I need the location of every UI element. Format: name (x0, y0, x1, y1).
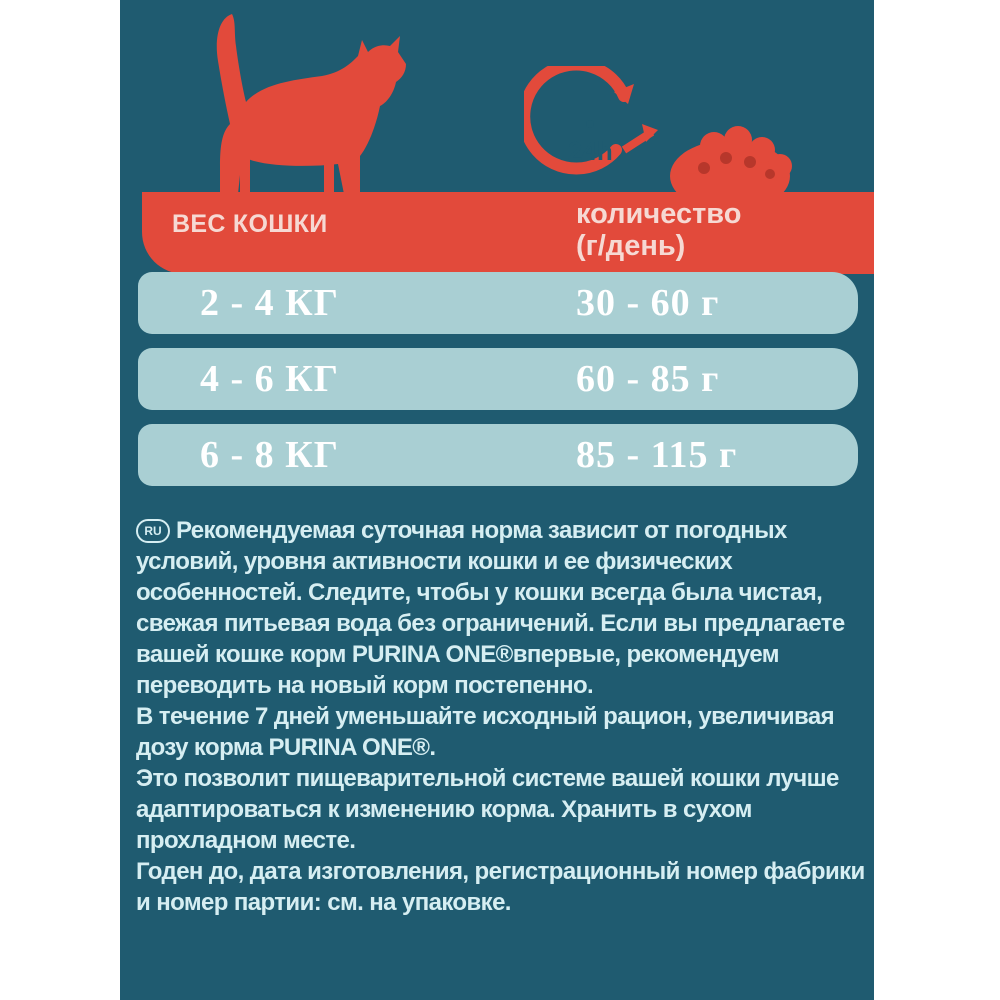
description-paragraph: В течение 7 дней уменьшайте исходный рацион, увеличивая дозу корма PURINA ONE®. (136, 703, 834, 761)
table-row (138, 272, 858, 334)
row-amount: 30 - 60 г (576, 282, 720, 324)
amount-header-line1: количество (576, 198, 742, 230)
cat-silhouette-icon (162, 6, 422, 196)
row-amount: 60 - 85 г (576, 358, 720, 400)
description-paragraph (136, 515, 866, 701)
description-text: Рекомендуемая суточная норма зависит от погодных условий, уровня активности кошки и ее физических особенностей. Следите, чтобы у кошки всегда была чистая, свежая питьевая вода без ограничений. Если вы предлагаете вашей кошке корм PURINA ONE®впервые, рекомендуем переводить на новый корм постепенно. (136, 517, 845, 699)
amount-header-line2: (г/день) (576, 230, 686, 262)
row-amount: 85 - 115 г (576, 434, 738, 476)
row-weight: 2 - 4 КГ (200, 282, 339, 324)
clock-24h-icon (524, 66, 794, 196)
feeding-guide-panel (120, 0, 874, 1000)
clock-24h-label: 24h (568, 136, 613, 166)
row-weight: 4 - 6 КГ (200, 358, 339, 400)
table-row (138, 348, 858, 410)
feeding-description (136, 515, 866, 918)
table-row (138, 424, 858, 486)
amount-column-header (576, 198, 741, 262)
description-paragraph: Это позволит пищеварительной системе вашей кошки лучше адаптироваться к изменению корма. Хранить в сухом прохладном месте. (136, 765, 839, 854)
kibble-icon (670, 126, 792, 196)
row-weight: 6 - 8 КГ (200, 434, 339, 476)
ru-language-badge: RU (136, 519, 170, 543)
description-paragraph: Годен до, дата изготовления, регистрационный номер фабрики и номер партии: см. на упаковке. (136, 858, 865, 916)
weight-column-header: ВЕС КОШКИ (172, 210, 328, 238)
table-header (142, 192, 874, 274)
